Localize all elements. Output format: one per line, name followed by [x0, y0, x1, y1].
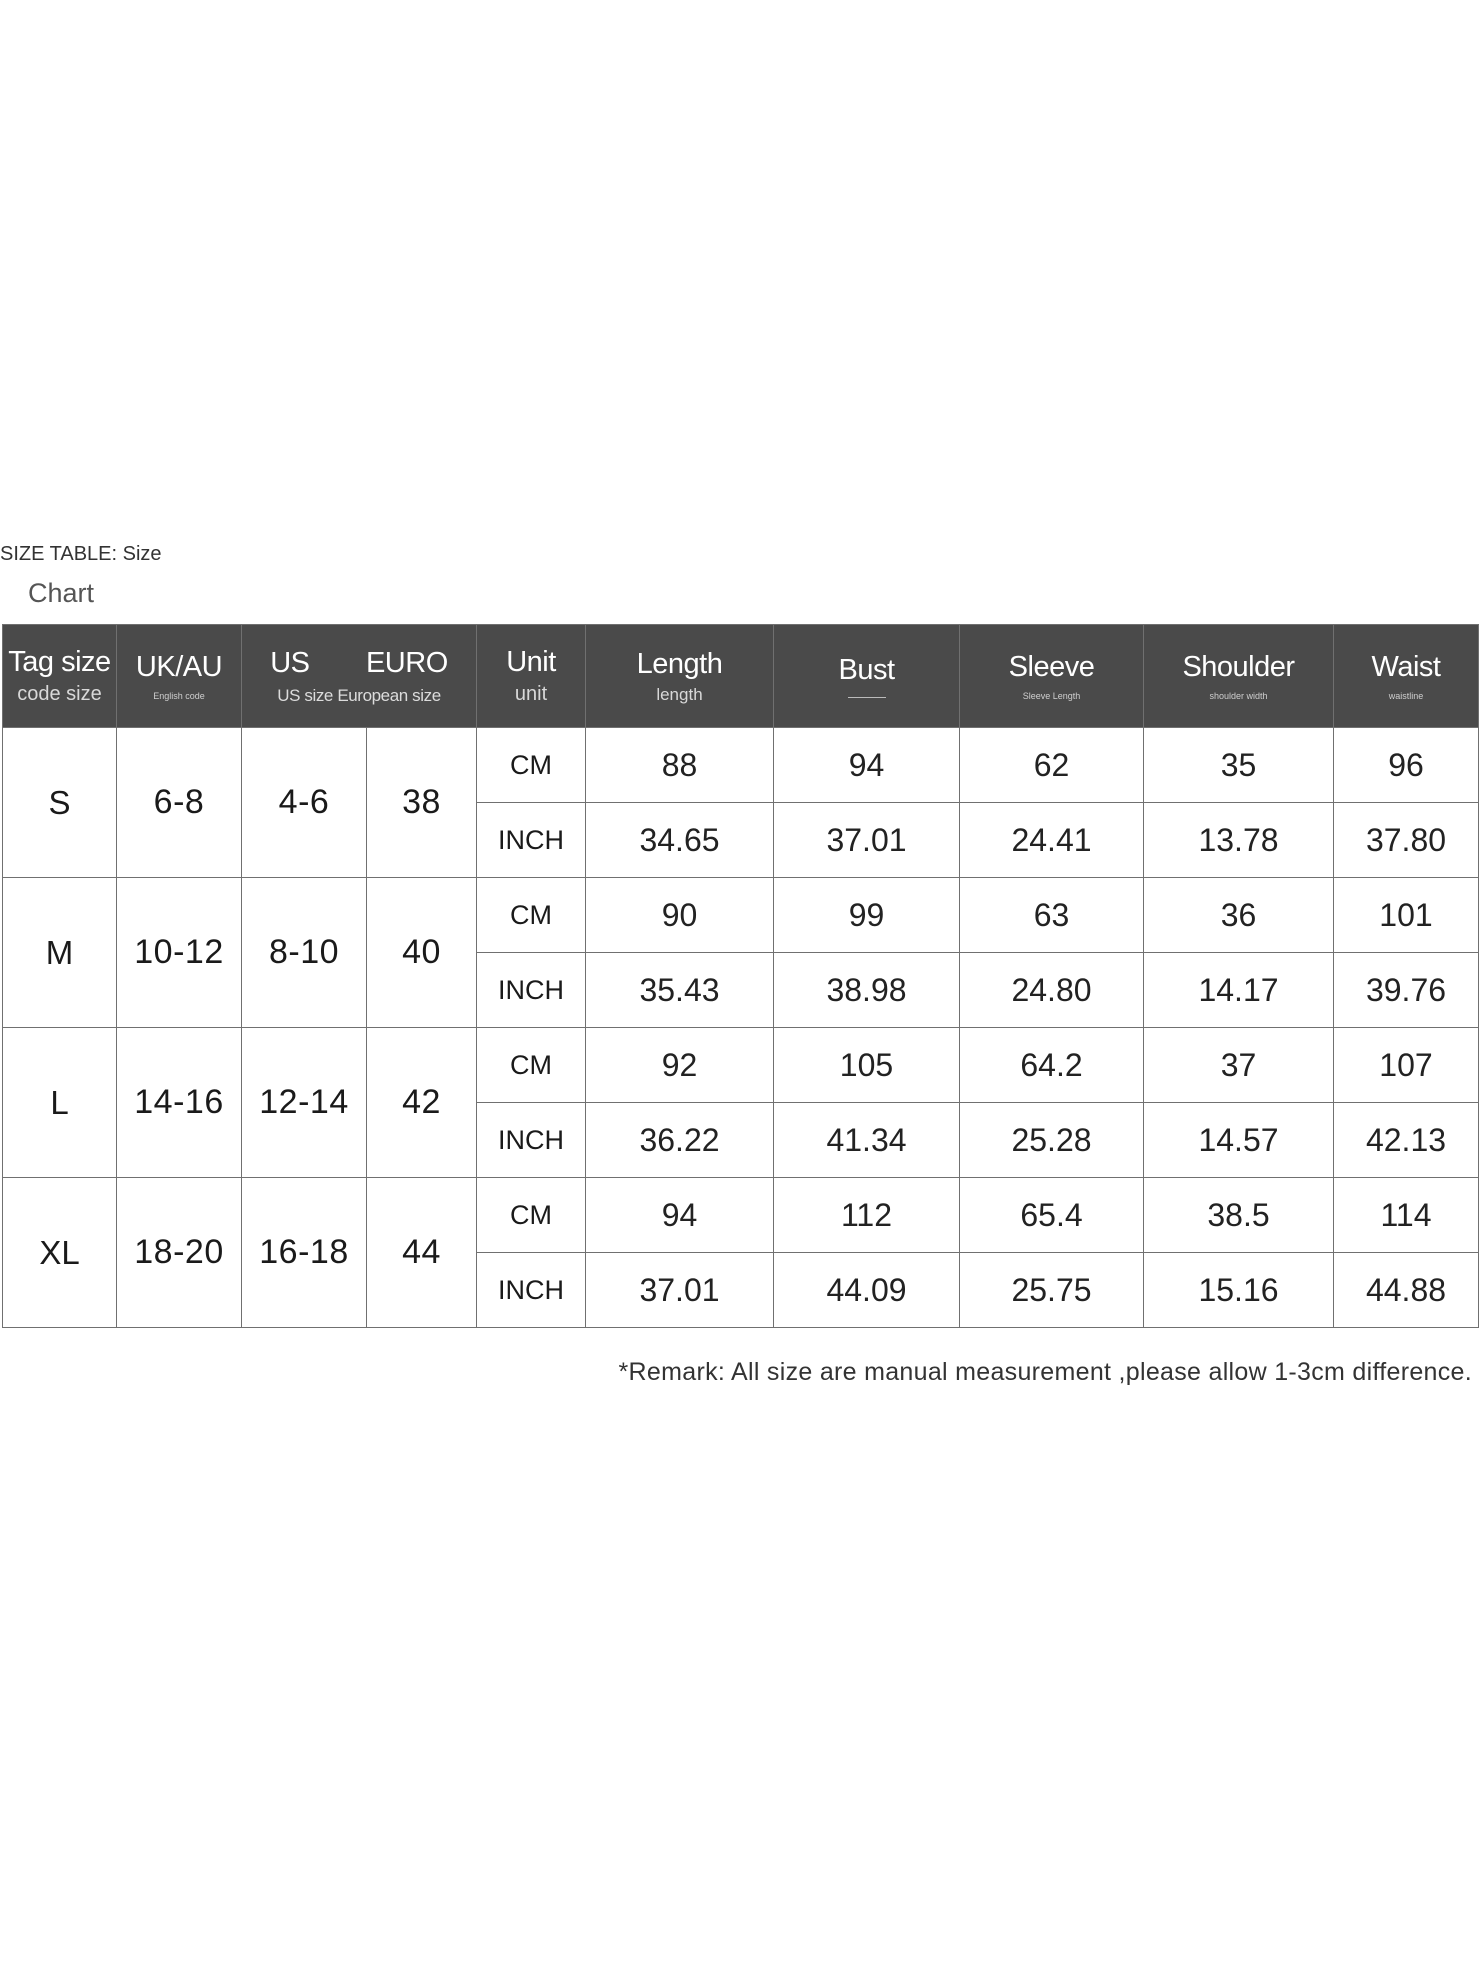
waist-value: 37.80 — [1334, 803, 1479, 878]
shoulder-value: 37 — [1144, 1028, 1334, 1103]
shoulder-value: 14.17 — [1144, 953, 1334, 1028]
euro-value: 42 — [367, 1028, 477, 1178]
size-table — [2, 624, 1479, 1328]
waist-value: 44.88 — [1334, 1253, 1479, 1328]
bust-value: 105 — [774, 1028, 960, 1103]
header-sleeve: Sleeve Sleeve Length — [960, 625, 1144, 728]
unit-value: INCH — [477, 803, 586, 878]
sleeve-value: 24.80 — [960, 953, 1144, 1028]
size-label: M — [3, 878, 117, 1028]
header-euro: EURO — [365, 646, 448, 679]
header-bust-underline — [848, 697, 886, 698]
us-value: 16-18 — [242, 1178, 367, 1328]
sleeve-value: 63 — [960, 878, 1144, 953]
title-line-2: Chart — [28, 578, 95, 608]
shoulder-value: 38.5 — [1144, 1178, 1334, 1253]
length-value: 34.65 — [586, 803, 774, 878]
length-value: 88 — [586, 728, 774, 803]
table-row — [3, 1028, 1479, 1103]
title-line-1: SIZE TABLE: Size — [0, 543, 162, 565]
size-label: XL — [3, 1178, 117, 1328]
waist-value: 101 — [1334, 878, 1479, 953]
us-value: 12-14 — [242, 1028, 367, 1178]
sleeve-value: 25.28 — [960, 1103, 1144, 1178]
shoulder-value: 13.78 — [1144, 803, 1334, 878]
waist-value: 96 — [1334, 728, 1479, 803]
euro-value: 40 — [367, 878, 477, 1028]
sleeve-value: 24.41 — [960, 803, 1144, 878]
euro-value: 38 — [367, 728, 477, 878]
waist-value: 39.76 — [1334, 953, 1479, 1028]
shoulder-value: 35 — [1144, 728, 1334, 803]
unit-value: CM — [477, 728, 586, 803]
shoulder-value: 15.16 — [1144, 1253, 1334, 1328]
header-us-euro-sub: US size European size — [277, 685, 441, 705]
length-value: 92 — [586, 1028, 774, 1103]
unit-value: CM — [477, 1178, 586, 1253]
header-tag-size: Tag size code size — [3, 625, 117, 728]
sleeve-value: 64.2 — [960, 1028, 1144, 1103]
bust-value: 94 — [774, 728, 960, 803]
euro-value: 44 — [367, 1178, 477, 1328]
unit-value: INCH — [477, 1253, 586, 1328]
unit-value: CM — [477, 878, 586, 953]
remark-note: *Remark: All size are manual measurement ,please allow 1-3cm difference. — [618, 1358, 1472, 1386]
bust-value: 112 — [774, 1178, 960, 1253]
size-label: S — [3, 728, 117, 878]
table-row — [3, 878, 1479, 953]
waist-value: 114 — [1334, 1178, 1479, 1253]
uk-au-value: 6-8 — [117, 728, 242, 878]
header-uk-au: UK/AU English code — [117, 625, 242, 728]
table-row — [3, 728, 1479, 803]
bust-value: 41.34 — [774, 1103, 960, 1178]
waist-value: 107 — [1334, 1028, 1479, 1103]
header-row — [3, 625, 1479, 728]
bust-value: 44.09 — [774, 1253, 960, 1328]
length-value: 90 — [586, 878, 774, 953]
us-value: 8-10 — [242, 878, 367, 1028]
uk-au-value: 18-20 — [117, 1178, 242, 1328]
header-us: US — [270, 646, 310, 679]
unit-value: CM — [477, 1028, 586, 1103]
header-us-euro — [242, 625, 477, 728]
sleeve-value: 25.75 — [960, 1253, 1144, 1328]
sleeve-value: 65.4 — [960, 1178, 1144, 1253]
length-value: 37.01 — [586, 1253, 774, 1328]
header-unit: Unit unit — [477, 625, 586, 728]
bust-value: 38.98 — [774, 953, 960, 1028]
waist-value: 42.13 — [1334, 1103, 1479, 1178]
sleeve-value: 62 — [960, 728, 1144, 803]
length-value: 94 — [586, 1178, 774, 1253]
size-label: L — [3, 1028, 117, 1178]
header-shoulder: Shoulder shoulder width — [1144, 625, 1334, 728]
unit-value: INCH — [477, 1103, 586, 1178]
header-length: Length length — [586, 625, 774, 728]
shoulder-value: 14.57 — [1144, 1103, 1334, 1178]
length-value: 36.22 — [586, 1103, 774, 1178]
shoulder-value: 36 — [1144, 878, 1334, 953]
uk-au-value: 10-12 — [117, 878, 242, 1028]
uk-au-value: 14-16 — [117, 1028, 242, 1178]
us-value: 4-6 — [242, 728, 367, 878]
unit-value: INCH — [477, 953, 586, 1028]
header-bust: Bust — [774, 625, 960, 728]
bust-value: 99 — [774, 878, 960, 953]
table-row — [3, 1178, 1479, 1253]
header-waist: Waist waistline — [1334, 625, 1479, 728]
length-value: 35.43 — [586, 953, 774, 1028]
bust-value: 37.01 — [774, 803, 960, 878]
